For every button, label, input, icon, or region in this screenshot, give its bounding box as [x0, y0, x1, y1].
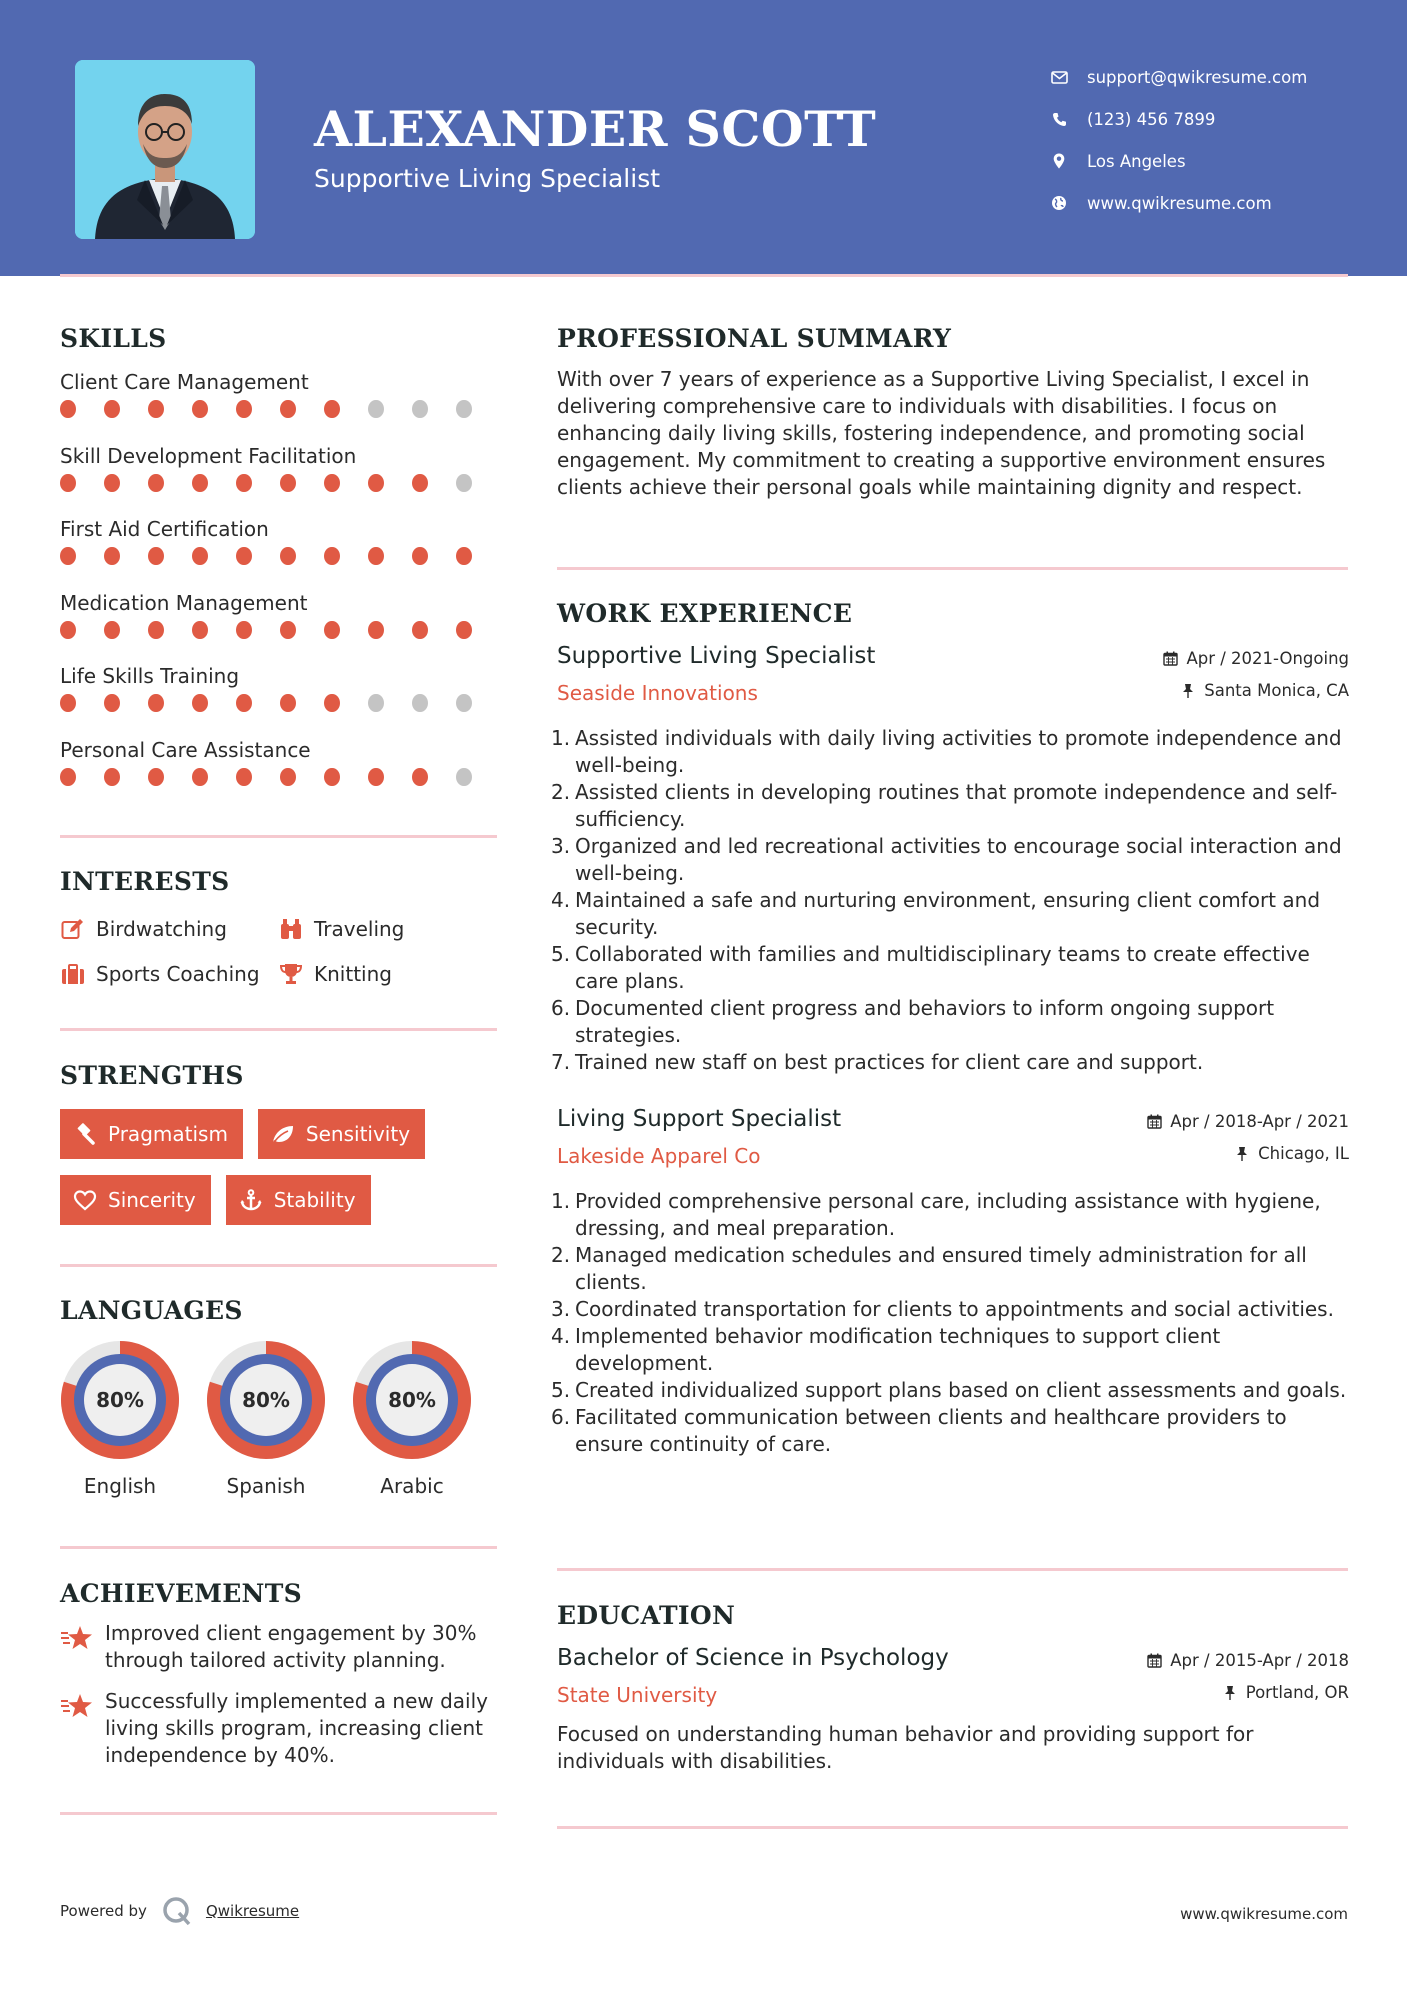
strength-tag — [60, 1175, 211, 1225]
rating-dot-filled — [280, 768, 296, 786]
skill-name: Skill Development Facilitation — [60, 443, 357, 468]
job-location — [1234, 1144, 1349, 1163]
skills-divider — [60, 835, 497, 838]
job-date — [1162, 649, 1349, 668]
skill-item — [60, 442, 500, 516]
interest-label: Knitting — [314, 961, 392, 986]
skill-rating — [60, 400, 500, 418]
gavel-icon — [72, 1121, 98, 1147]
education-description: Focused on understanding human behavior and providing support for individuals with disabilities. — [557, 1722, 1254, 1773]
rating-dot-filled — [192, 547, 208, 565]
rating-dot-empty — [368, 400, 384, 418]
strength-label: Sensitivity — [305, 1122, 411, 1146]
strengths-divider — [60, 1264, 497, 1267]
interests-heading: INTERESTS — [60, 867, 230, 896]
rating-dot-filled — [456, 621, 472, 639]
rating-dot-filled — [60, 768, 76, 786]
contact-email-text: support@qwikresume.com — [1087, 67, 1308, 87]
education-heading: EDUCATION — [557, 1601, 736, 1630]
bullet-text: Organized and led recreational activities to encourage social interaction and well-being. — [575, 834, 1342, 885]
skill-item — [60, 589, 500, 663]
rating-dot-empty — [412, 694, 428, 712]
rating-dot-filled — [236, 400, 252, 418]
rating-dot-filled — [412, 474, 428, 492]
rating-dot-filled — [104, 768, 120, 786]
skill-item — [60, 515, 500, 589]
contact-location-text: Los Angeles — [1087, 151, 1186, 171]
globe-icon — [1049, 193, 1069, 213]
strength-tag — [258, 1109, 425, 1159]
rating-dot-empty — [412, 400, 428, 418]
interest-item — [278, 916, 404, 942]
job-bullet — [551, 1049, 1349, 1076]
strengths-heading: STRENGTHS — [60, 1061, 244, 1090]
rating-dot-filled — [192, 621, 208, 639]
language-percent: 80% — [242, 1388, 290, 1412]
rating-dot-filled — [192, 400, 208, 418]
interests-list — [60, 906, 500, 996]
job-bullet — [551, 1404, 1349, 1458]
rating-dot-filled — [60, 400, 76, 418]
education-school: State University — [557, 1683, 718, 1707]
skill-rating — [60, 694, 500, 712]
strength-tag — [60, 1109, 243, 1159]
rating-dot-filled — [412, 547, 428, 565]
bullet-number: 7. — [551, 1050, 571, 1074]
experience-heading: WORK EXPERIENCE — [557, 599, 853, 628]
achievement-item — [60, 1620, 500, 1674]
language-name: Spanish — [226, 1474, 306, 1498]
bullet-number: 3. — [551, 834, 571, 858]
contact-list — [1049, 56, 1307, 224]
contact-phone[interactable] — [1049, 98, 1307, 140]
rating-dot-filled — [104, 621, 120, 639]
skills-list — [60, 368, 500, 809]
job-bullet — [551, 779, 1349, 833]
rating-dot-filled — [192, 768, 208, 786]
rating-dot-empty — [456, 768, 472, 786]
qwikresume-link[interactable]: Qwikresume — [205, 1902, 300, 1920]
rating-dot-filled — [324, 768, 340, 786]
language-item — [204, 1338, 328, 1498]
strength-label: Stability — [273, 1188, 356, 1212]
language-name: English — [83, 1474, 157, 1498]
job-entry — [551, 1106, 1349, 1458]
candidate-name: ALEXANDER SCOTT — [314, 100, 877, 158]
calendar-icon — [1162, 651, 1178, 667]
bullet-text: Assisted individuals with daily living activities to promote independence and well-being. — [575, 726, 1342, 777]
rating-dot-filled — [60, 621, 76, 639]
interest-label: Sports Coaching — [96, 961, 260, 986]
job-title: Living Support Specialist — [557, 1106, 842, 1132]
skill-rating — [60, 474, 500, 492]
skill-rating — [60, 547, 500, 565]
job-bullet — [551, 941, 1349, 995]
calendar-icon — [1146, 1653, 1162, 1669]
job-bullet — [551, 725, 1349, 779]
binoculars-icon — [278, 916, 304, 942]
rating-dot-filled — [324, 400, 340, 418]
rating-dot-filled — [280, 474, 296, 492]
skills-heading: SKILLS — [60, 324, 167, 353]
rating-dot-filled — [148, 694, 164, 712]
rating-dot-filled — [60, 547, 76, 565]
education-date-text: Apr / 2015-Apr / 2018 — [1170, 1651, 1349, 1670]
job-bullets — [551, 725, 1349, 1076]
job-entry — [551, 643, 1349, 1076]
bullet-text: Coordinated transportation for clients to appointments and social activities. — [575, 1297, 1334, 1321]
rating-dot-filled — [280, 621, 296, 639]
rating-dot-filled — [280, 694, 296, 712]
job-bullet — [551, 995, 1349, 1049]
phone-icon — [1049, 109, 1069, 129]
bullet-number: 1. — [551, 1189, 571, 1213]
pushpin-icon — [1234, 1146, 1250, 1162]
job-bullet — [551, 1296, 1349, 1323]
star-badge-icon — [60, 1620, 94, 1650]
rating-dot-filled — [192, 694, 208, 712]
candidate-title: Supportive Living Specialist — [314, 164, 661, 193]
job-company: Seaside Innovations — [557, 681, 758, 705]
bullet-number: 5. — [551, 1378, 571, 1402]
language-donut — [58, 1338, 182, 1462]
achievement-text: Improved client engagement by 30% through tailored activity planning. — [105, 1621, 477, 1672]
job-bullet — [551, 1323, 1349, 1377]
rating-dot-filled — [412, 768, 428, 786]
rating-dot-filled — [368, 621, 384, 639]
calendar-icon — [1146, 1114, 1162, 1130]
rating-dot-filled — [104, 400, 120, 418]
language-percent: 80% — [96, 1388, 144, 1412]
skill-name: First Aid Certification — [60, 517, 269, 541]
rating-dot-filled — [324, 621, 340, 639]
language-name: Arabic — [380, 1474, 444, 1498]
rating-dot-filled — [368, 474, 384, 492]
contact-website[interactable] — [1049, 182, 1307, 224]
achievements-list — [60, 1620, 500, 1783]
rating-dot-filled — [236, 694, 252, 712]
rating-dot-filled — [368, 547, 384, 565]
education-degree: Bachelor of Science in Psychology — [557, 1645, 949, 1671]
powered-by-text: Powered by — [60, 1902, 147, 1920]
skill-name: Client Care Management — [60, 370, 309, 394]
education-location-text: Portland, OR — [1245, 1683, 1349, 1702]
bullet-text: Maintained a safe and nurturing environment, ensuring client comfort and security. — [575, 888, 1321, 939]
bullet-number: 4. — [551, 1324, 571, 1348]
interest-label: Birdwatching — [96, 916, 227, 941]
strengths-list — [60, 1109, 500, 1241]
job-location-text: Santa Monica, CA — [1204, 681, 1349, 700]
achievements-divider — [60, 1812, 497, 1815]
job-bullet — [551, 1188, 1349, 1242]
rating-dot-empty — [368, 694, 384, 712]
bullet-text: Assisted clients in developing routines that promote independence and self-sufficiency. — [575, 780, 1338, 831]
rating-dot-filled — [236, 474, 252, 492]
education-entry — [557, 1645, 1349, 1775]
skill-name: Personal Care Assistance — [60, 737, 311, 762]
rating-dot-filled — [148, 400, 164, 418]
job-bullet — [551, 887, 1349, 941]
skill-item — [60, 662, 500, 736]
resume-header — [0, 0, 1407, 276]
contact-website-text: www.qwikresume.com — [1087, 193, 1272, 213]
anchor-icon — [238, 1187, 264, 1213]
interests-divider — [60, 1028, 497, 1031]
bullet-number: 5. — [551, 942, 571, 966]
job-location-text: Chicago, IL — [1258, 1144, 1349, 1163]
skill-rating — [60, 768, 500, 786]
summary-divider — [557, 567, 1348, 570]
rating-dot-filled — [324, 547, 340, 565]
skill-item — [60, 736, 500, 810]
skill-item — [60, 368, 500, 442]
skill-rating — [60, 621, 500, 639]
interest-item — [60, 961, 278, 987]
rating-dot-filled — [456, 547, 472, 565]
rating-dot-filled — [280, 400, 296, 418]
contact-location — [1049, 140, 1307, 182]
bullet-text: Collaborated with families and multidisciplinary teams to create effective care plans. — [575, 942, 1310, 993]
skill-name: Medication Management — [60, 590, 308, 615]
pencil-square-icon — [60, 916, 86, 942]
bullet-number: 6. — [551, 1405, 571, 1429]
education-location — [1222, 1683, 1349, 1702]
language-item — [58, 1338, 182, 1498]
rating-dot-empty — [456, 694, 472, 712]
interest-item — [278, 961, 392, 987]
rating-dot-filled — [280, 547, 296, 565]
languages-divider — [60, 1546, 497, 1549]
rating-dot-filled — [236, 621, 252, 639]
rating-dot-filled — [60, 694, 76, 712]
job-date-text: Apr / 2018-Apr / 2021 — [1170, 1112, 1349, 1131]
skill-name: Life Skills Training — [60, 664, 240, 688]
pushpin-icon — [1180, 683, 1196, 699]
education-divider — [557, 1826, 1348, 1829]
contact-phone-text: (123) 456 7899 — [1087, 109, 1216, 129]
rating-dot-filled — [148, 621, 164, 639]
bullet-number: 1. — [551, 726, 571, 750]
rating-dot-filled — [236, 547, 252, 565]
star-badge-icon — [60, 1688, 94, 1718]
rating-dot-filled — [104, 547, 120, 565]
job-location — [1180, 681, 1349, 700]
interest-item — [60, 916, 278, 942]
bullet-number: 6. — [551, 996, 571, 1020]
rating-dot-empty — [456, 474, 472, 492]
rating-dot-filled — [148, 768, 164, 786]
language-percent: 80% — [388, 1388, 436, 1412]
rating-dot-filled — [104, 474, 120, 492]
job-date-text: Apr / 2021-Ongoing — [1186, 649, 1349, 668]
briefcase-icon — [60, 961, 86, 987]
bullet-number: 4. — [551, 888, 571, 912]
rating-dot-filled — [324, 694, 340, 712]
map-pin-icon — [1049, 151, 1069, 171]
rating-dot-filled — [148, 474, 164, 492]
job-company: Lakeside Apparel Co — [557, 1144, 761, 1168]
summary-heading: PROFESSIONAL SUMMARY — [557, 324, 952, 353]
job-date — [1146, 1112, 1349, 1131]
rating-dot-filled — [104, 694, 120, 712]
job-bullet — [551, 833, 1349, 887]
bullet-text: Created individualized support plans based on client assessments and goals. — [575, 1378, 1347, 1402]
rating-dot-filled — [368, 768, 384, 786]
rating-dot-filled — [148, 547, 164, 565]
trophy-icon — [278, 961, 304, 987]
strength-tag — [226, 1175, 371, 1225]
bullet-text: Managed medication schedules and ensured timely administration for all clients. — [575, 1243, 1307, 1294]
bullet-number: 2. — [551, 1243, 571, 1267]
language-donut — [350, 1338, 474, 1462]
job-title: Supportive Living Specialist — [557, 643, 876, 669]
footer-powered-by — [60, 1896, 299, 1926]
rating-dot-empty — [456, 400, 472, 418]
bullet-text: Provided comprehensive personal care, including assistance with hygiene, dressing, and meal preparation. — [575, 1189, 1321, 1240]
achievement-text: Successfully implemented a new daily living skills program, increasing client independence by 40%. — [105, 1689, 488, 1767]
footer-website[interactable]: www.qwikresume.com — [1180, 1905, 1348, 1923]
header-divider — [60, 274, 1348, 277]
contact-email[interactable] — [1049, 56, 1307, 98]
rating-dot-filled — [236, 768, 252, 786]
education-date — [1146, 1651, 1349, 1670]
bullet-number: 3. — [551, 1297, 571, 1321]
job-bullets — [551, 1188, 1349, 1458]
bullet-text: Documented client progress and behaviors to inform ongoing support strategies. — [575, 996, 1275, 1047]
languages-heading: LANGUAGES — [60, 1296, 243, 1325]
experience-divider — [557, 1568, 1348, 1571]
rating-dot-filled — [192, 474, 208, 492]
envelope-icon — [1049, 67, 1069, 87]
job-bullet — [551, 1242, 1349, 1296]
language-donut — [204, 1338, 328, 1462]
bullet-text: Trained new staff on best practices for client care and support. — [575, 1050, 1204, 1074]
summary-text: With over 7 years of experience as a Supportive Living Specialist, I excel in delivering comprehensive care to individuals with disabilities. I focus on enhancing daily living skills, fostering independence, and promoting social engagement. My commitment to creating a supportive environment ensures clients achieve their personal goals while maintaining dignity and respect. — [557, 367, 1326, 499]
achievements-heading: ACHIEVEMENTS — [60, 1579, 302, 1608]
job-bullet — [551, 1377, 1349, 1404]
interest-label: Traveling — [314, 916, 405, 941]
bullet-text: Facilitated communication between clients and healthcare providers to ensure continuity of care. — [575, 1405, 1287, 1456]
language-item — [350, 1338, 474, 1498]
strength-label: Pragmatism — [108, 1122, 228, 1146]
strength-label: Sincerity — [108, 1188, 196, 1212]
rating-dot-filled — [60, 474, 76, 492]
leaf-icon — [270, 1121, 296, 1147]
profile-photo — [75, 60, 255, 239]
qwikresume-logo-icon — [162, 1896, 192, 1926]
rating-dot-filled — [324, 474, 340, 492]
rating-dot-filled — [412, 621, 428, 639]
bullet-text: Implemented behavior modification techniques to support client development. — [575, 1324, 1221, 1375]
pushpin-icon — [1222, 1685, 1238, 1701]
achievement-item — [60, 1688, 500, 1769]
bullet-number: 2. — [551, 780, 571, 804]
heart-icon — [72, 1187, 98, 1213]
